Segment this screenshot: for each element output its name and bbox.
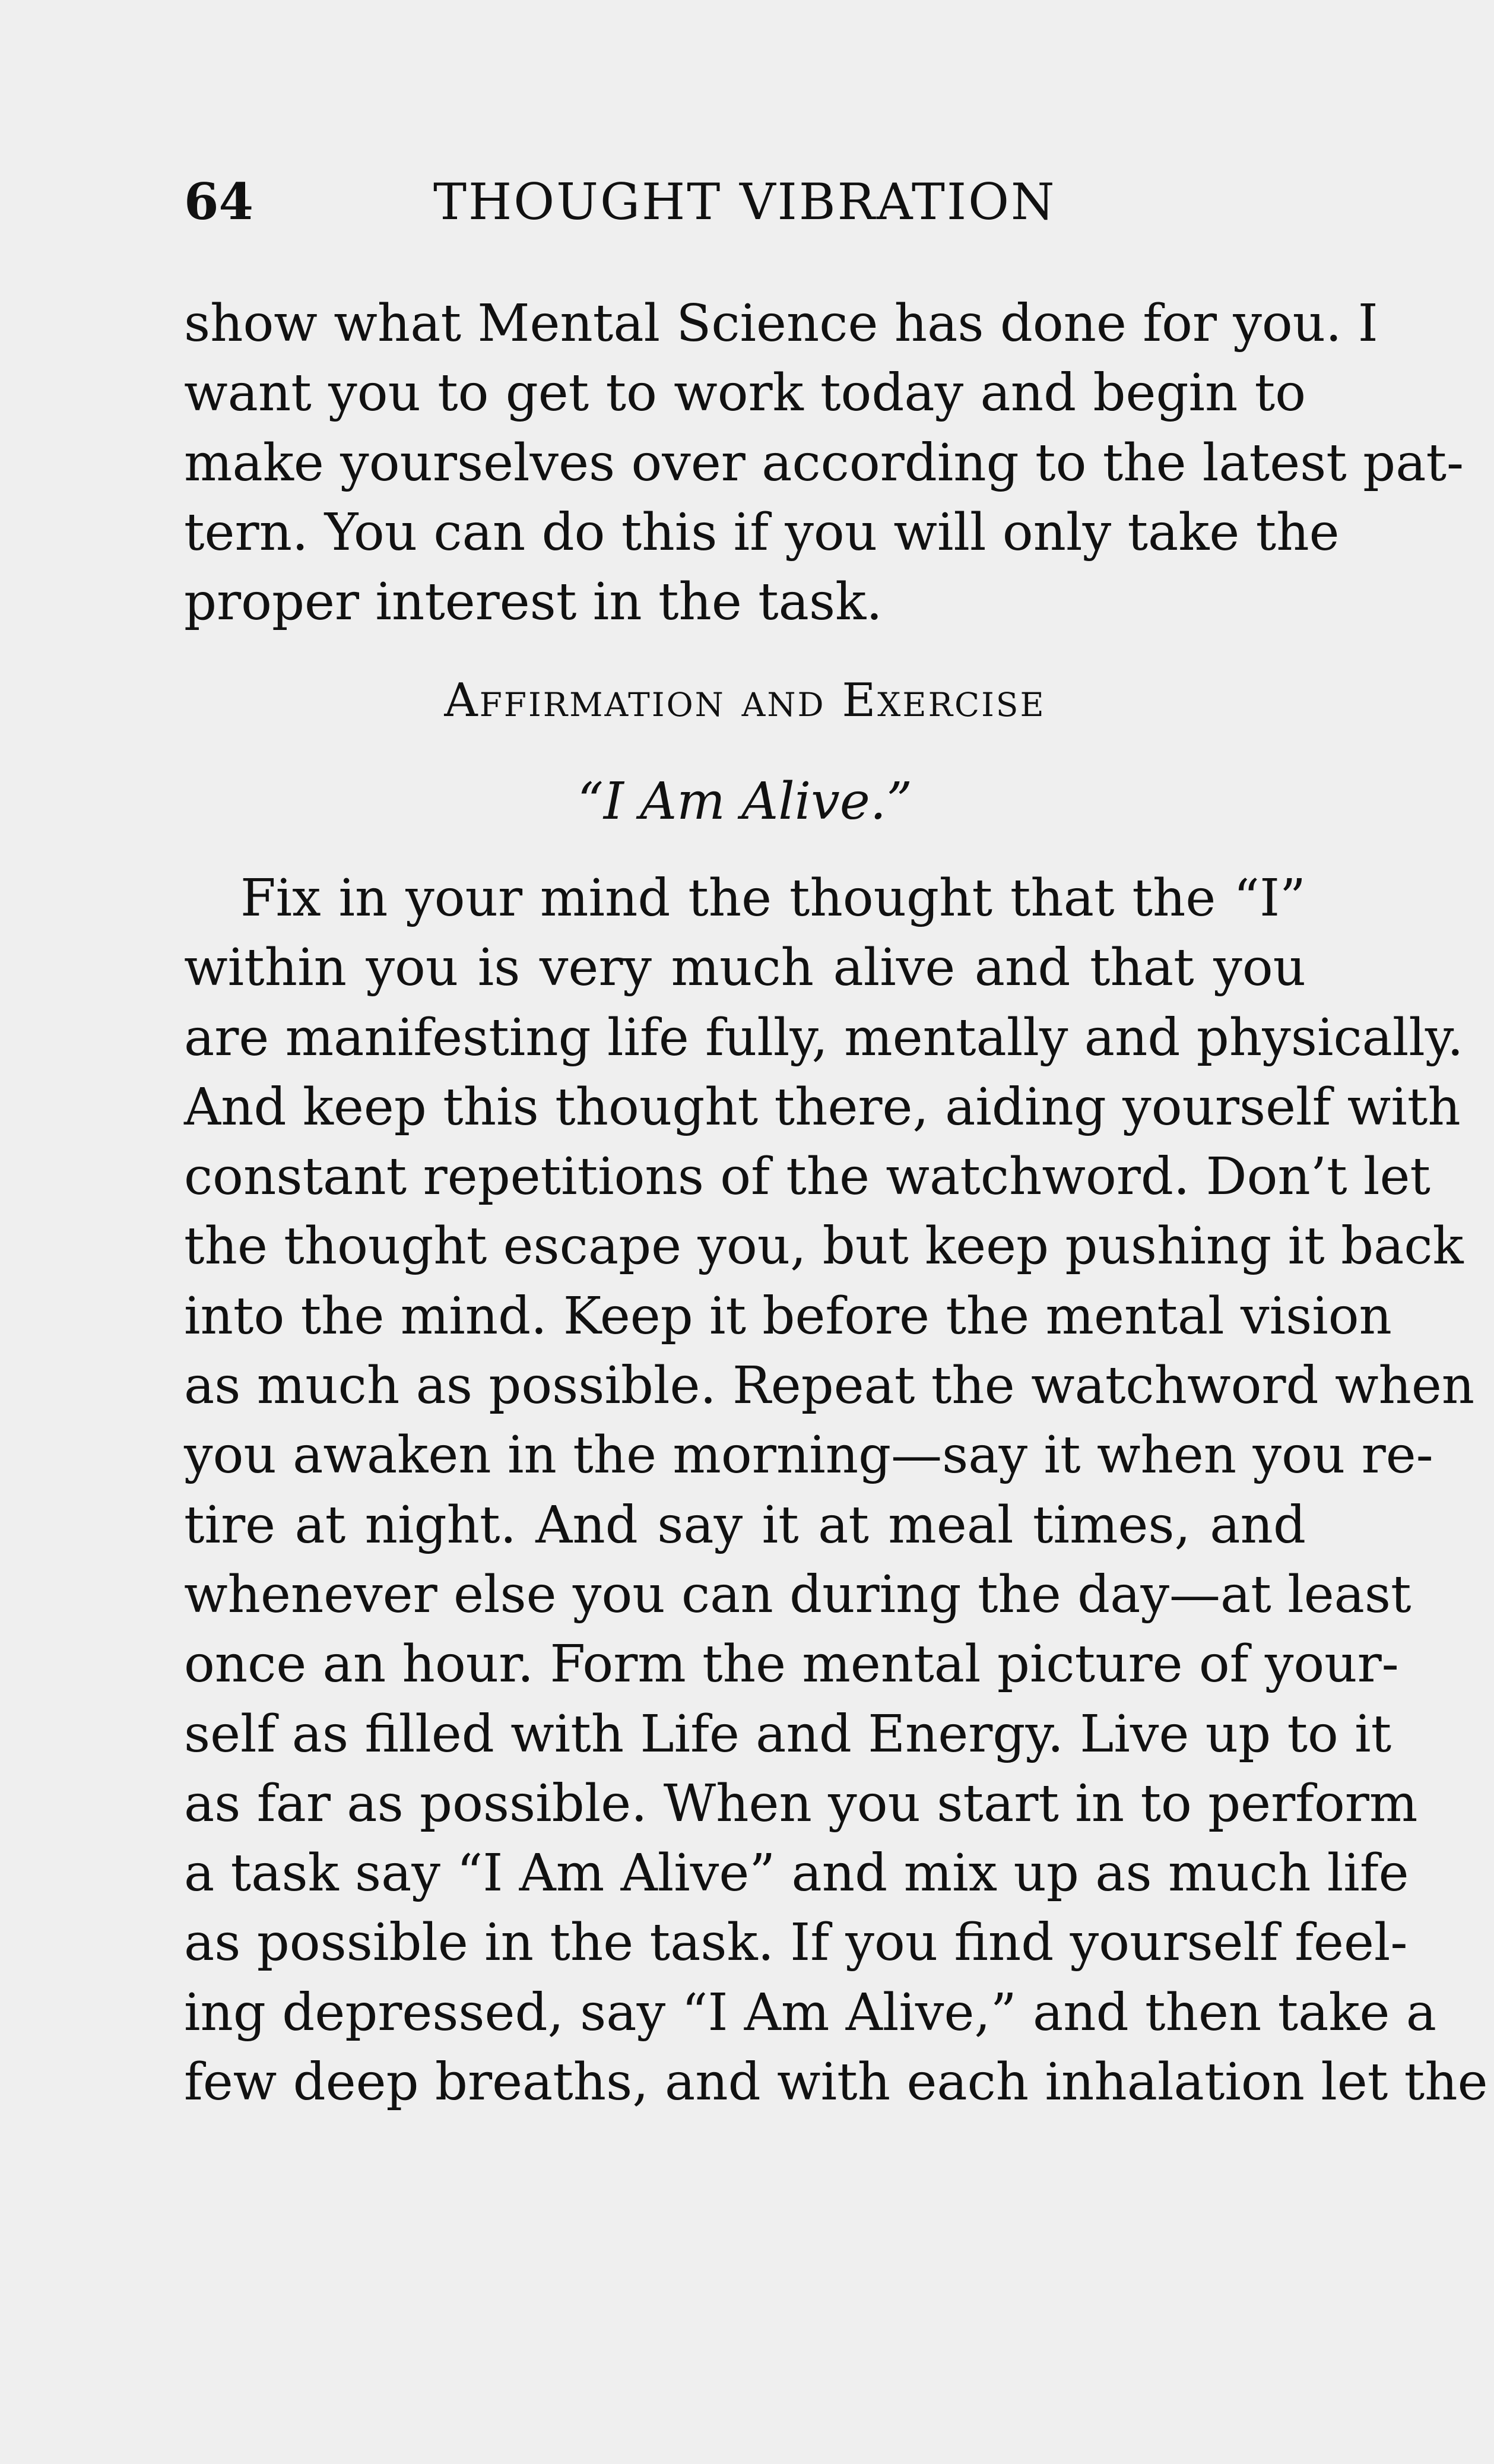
text-line: And keep this thought there, aiding yourself with — [184, 1077, 1461, 1137]
text-line: whenever else you can during the day—at least — [184, 1564, 1411, 1624]
text-line: are manifesting life fully, mentally and physically. — [184, 1008, 1464, 1068]
page-header — [184, 169, 1312, 235]
watchword-title: “I Am Alive.” — [577, 772, 913, 831]
text-line: as much as possible. Repeat the watchword when — [184, 1356, 1475, 1416]
text-line: few deep breaths, and with each inhalation let the — [184, 2053, 1488, 2113]
page-number: 64 — [184, 172, 253, 231]
text-line: you awaken in the morning—say it when you re- — [184, 1426, 1433, 1486]
text-line: a task say “I Am Alive” and mix up as much life — [184, 1844, 1409, 1904]
section-heading: Affirmation and Exercise — [444, 674, 1046, 727]
paragraph-exercise — [184, 864, 1488, 2117]
text-line: within you is very much alive and that you — [184, 938, 1306, 998]
text-line: want you to get to work today and begin to — [184, 363, 1306, 423]
text-line: tern. You can do this if you will only take the — [184, 502, 1340, 562]
text-line: tire at night. And say it at meal times, and — [184, 1495, 1306, 1555]
text-line: ing depressed, say “I Am Alive,” and then take a — [184, 1982, 1437, 2042]
running-head: THOUGHT VIBRATION — [433, 173, 1057, 231]
text-line: Fix in your mind the thought that the “I” — [240, 869, 1306, 928]
text-line: self as filled with Life and Energy. Live up to it — [184, 1704, 1392, 1764]
text-line: constant repetitions of the watchword. Don’t let — [184, 1147, 1430, 1207]
text-line: once an hour. Form the mental picture of your- — [184, 1635, 1399, 1695]
text-line: show what Mental Science has done for you. I — [184, 294, 1378, 353]
text-line: into the mind. Keep it before the mental vision — [184, 1286, 1392, 1346]
paragraph-continuation — [184, 289, 1464, 637]
text-line: make yourselves over according to the latest pat- — [184, 433, 1464, 493]
text-line: as possible in the task. If you find yourself feel- — [184, 1913, 1408, 1973]
text-line: the thought escape you, but keep pushing it back — [184, 1217, 1464, 1277]
text-line: proper interest in the task. — [184, 572, 883, 632]
text-line: as far as possible. When you start in to perform — [184, 1773, 1418, 1833]
